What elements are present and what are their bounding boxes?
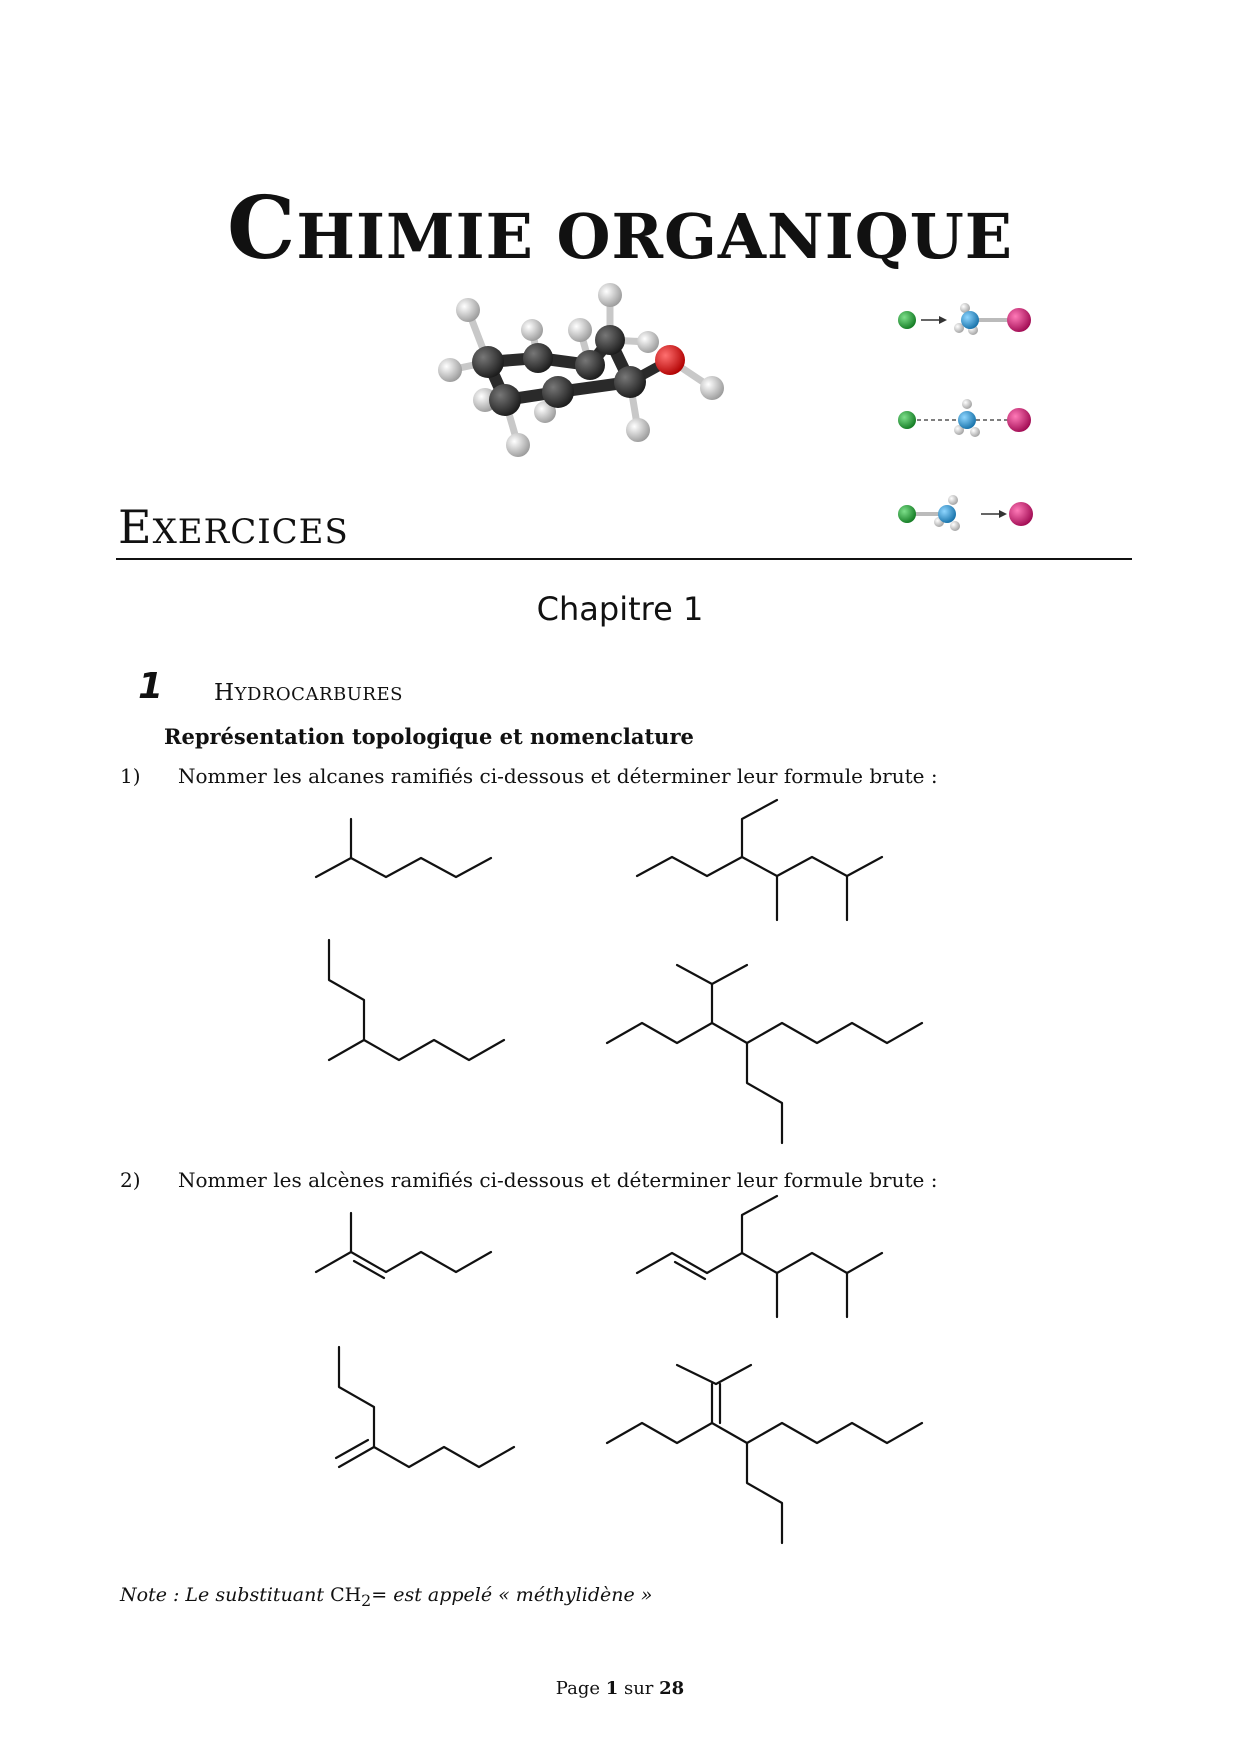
alkene-structure-3 [374,1447,514,1467]
section-number: 1 [138,666,164,707]
page-footer: Page 1 sur 28 [555,1678,685,1699]
question-2-text: Nommer les alcènes ramifiés ci-dessous et déterminer leur formule brute : [178,1168,938,1192]
alkene-structure-4 [607,1423,922,1443]
methylidene-note: Note : Le substituant $CH_2=$ est appelé « méthylidène » [120,1584,653,1610]
subsection-title: Représentation topologique et nomenclature [164,724,694,749]
chapter-heading: Chapitre 1 [536,590,704,628]
question-1-number: 1) [120,764,141,788]
section-title: HYDROCARBURES [214,680,403,706]
alkene-structure-1 [316,1252,491,1272]
section-label-exercices: EXERCICES [118,500,349,554]
alkene-structure-2 [637,1253,882,1273]
document-title: CHIMIE ORGANIQUE [226,178,1014,279]
question-2-number: 2) [120,1168,141,1192]
question-1-text: Nommer les alcanes ramifiés ci-dessous et déterminer leur formule brute : [178,764,938,788]
